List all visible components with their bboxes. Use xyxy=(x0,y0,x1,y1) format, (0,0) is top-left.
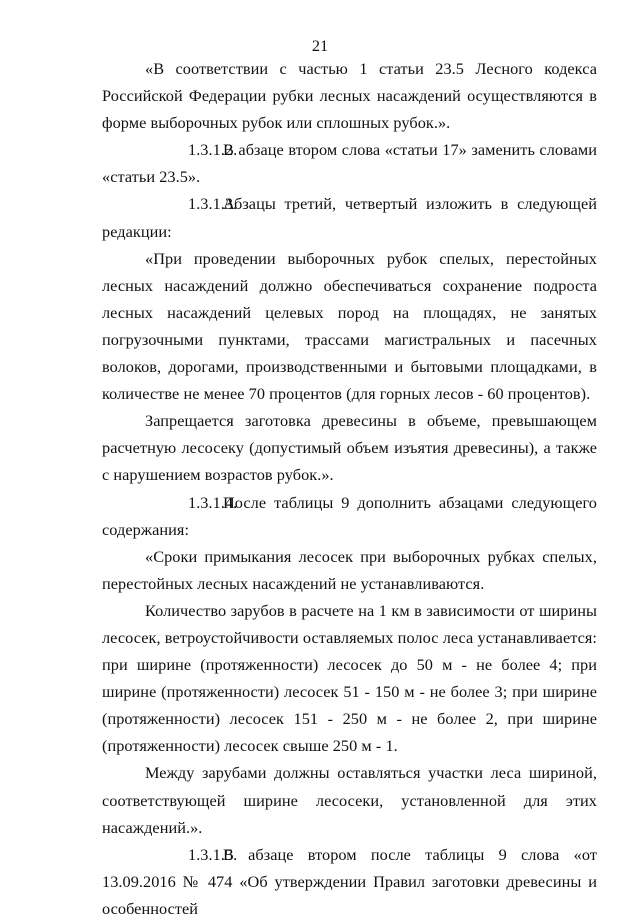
item-number: 1.3.1.5. xyxy=(188,844,238,864)
item-number: 1.3.1.2. xyxy=(188,140,238,160)
paragraph-cut-count: Количество зарубов в расчете на 1 км в зависимости от ширины лесосек, ветроустойчивости оставляемых полос леса устанавливается: при ширине (протяженности) лесосек до 50 м - не более 4; при ширине (протяженности) лесосек 51 - 150 м - не более 3; при ширине (протяженности) лесосек 151 - 250 м - не более 2, при ширине (протяженности) лесосек свыше 250 м - 1. xyxy=(102,600,597,756)
item-1-3-1-5 xyxy=(102,841,597,922)
item-1-3-1-2 xyxy=(102,136,597,190)
item-1-3-1-4 xyxy=(102,489,597,543)
paragraph-adjacency-terms: «Сроки примыкания лесосек при выборочных рубках спелых, перестойных лесных насаждений не устанавливаются. xyxy=(102,546,597,593)
item-number: 1.3.1.4. xyxy=(188,492,238,512)
item-text: В абзаце втором слова «статьи 17» заменить словами «статьи 23.5». xyxy=(102,140,597,187)
item-text: После таблицы 9 дополнить абзацами следующего содержания: xyxy=(102,492,597,539)
paragraph-prohibition: Запрещается заготовка древесины в объеме, превышающем расчетную лесосеку (допустимый объем изъятия древесины), а также с нарушением возрастов рубок.». xyxy=(102,411,597,485)
item-text: В абзаце втором после таблицы 9 слова «от 13.09.2016 № 474 «Об утверждении Правил заготовки древесины и особенностей xyxy=(102,844,597,918)
item-text: Абзацы третий, четвертый изложить в следующей редакции: xyxy=(102,194,597,241)
item-1-3-1-3 xyxy=(102,190,597,244)
page-number: 21 xyxy=(311,36,329,55)
item-number: 1.3.1.3. xyxy=(188,194,238,214)
paragraph-quote-article-23-5: «В соответствии с частью 1 статьи 23.5 Лесного кодекса Российской Федерации рубки лесных насаждений осуществляются в форме выборочных рубок или сплошных рубок.». xyxy=(102,59,597,133)
paragraph-selective-felling: «При проведении выборочных рубок спелых, перестойных лесных насаждений должно обеспечиваться сохранение подроста лесных насаждений целевых пород на площадях, не занятых погрузочными пунктами, трассами магистральных и пасечных волоков, дорогами, производственными и бытовыми площадками, в количестве не менее 70 процентов (для горных лесов - 60 процентов). xyxy=(102,248,597,404)
document-body xyxy=(102,55,597,922)
paragraph-between-cuts: Между зарубами должны оставляться участки леса шириной, соответствующей ширине лесосеки, установленной для этих насаждений.». xyxy=(102,763,597,837)
